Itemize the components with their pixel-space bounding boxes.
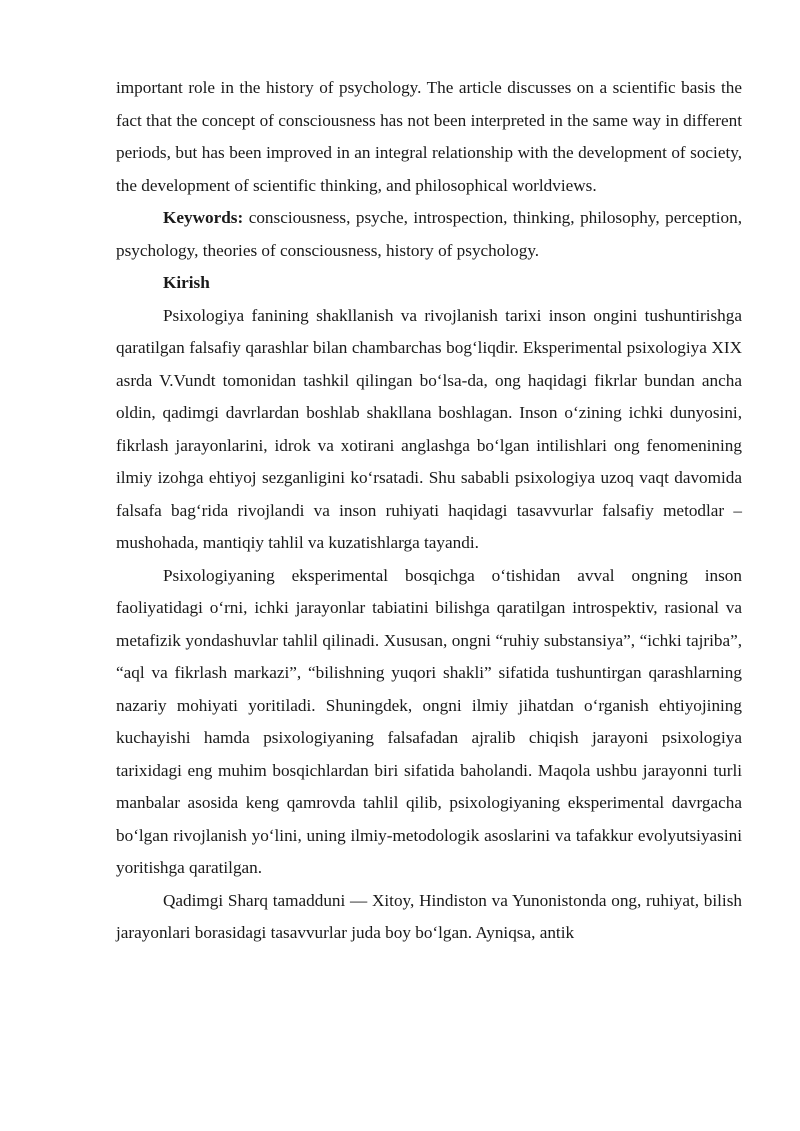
abstract-continuation: important role in the history of psychology. The article discusses on a scientific basis the fact that the concept of consciousness has not been interpreted in the same way in different periods, but has been improved in an integral relationship with the development of society, the development of scientific thinking, and philosophical worldviews. xyxy=(116,78,742,195)
body-paragraph-1: Psixologiya fanining shakllanish va rivojlanish tarixi inson ongini tushuntirishga qaratilgan falsafiy qarashlar bilan chambarchas bog‘liqdir. Eksperimental psixologiya XIX asrda V.Vundt tomonidan tashkil qilingan bo‘lsa-da, ong haqidagi fikrlar bundan ancha oldin, qadimgi davrlardan boshlab shakllana boshlagan. Inson o‘zining ichki dunyosini, fikrlash jarayonlarini, idrok va xotirani anglashga bo‘lgan intilishlari ong fenomenining ilmiy izohga ehtiyoj sezganligini ko‘rsatadi. Shu sababli psixologiya uzoq vaqt davomida falsafa bag‘rida rivojlandi va inson ruhiyati haqidagi tasavvurlar falsafiy metodlar – mushohada, mantiqiy tahlil va kuzatishlarga tayandi. xyxy=(116,305,742,552)
keywords-text: consciousness, psyche, introspection, thinking, philosophy, perception, psychology, theories of consciousness, history of psychology. xyxy=(116,208,742,260)
keywords-label: Keywords: xyxy=(163,208,244,227)
body-paragraph-2: Psixologiyaning eksperimental bosqichga o‘tishidan avval ongning inson faoliyatidagi o‘rni, ichki jarayonlar tabiatini bilishga qaratilgan introspektiv, rasional va metafizik yondashuvlar tahlil qilinadi. Xususan, ongni “ruhiy substansiya”, “ichki tajriba”, “aql va fikrlash markazi”, “bilishning yuqori shakli” sifatida tushuntirgan qarashlarning nazariy mohiyati yoritiladi. Shuningdek, ongni ilmiy jihatdan o‘rganish ehtiyojining kuchayishi hamda psixologiyaning falsafadan ajralib chiqish jarayoni psixologiya tarixidagi eng muhim bosqichlardan biri sifatida baholandi. Maqola ushbu jarayonni turli manbalar asosida keng qamrovda tahlil qilib, psixologiyaning eksperimental davrgacha bo‘lgan rivojlanish yo‘lini, uning ilmiy-metodologik asoslarini va tafakkur evolyutsiyasini yoritishga qaratilgan. xyxy=(116,565,742,877)
body-paragraph-3: Qadimgi Sharq tamadduni — Xitoy, Hindiston va Yunonistonda ong, ruhiyat, bilish jarayonlari borasidagi tasavvurlar juda boy bo‘lgan. Ayniqsa, antik xyxy=(116,890,742,942)
keywords-paragraph xyxy=(116,202,742,267)
document-page xyxy=(116,72,742,950)
section-heading: Kirish xyxy=(163,273,210,292)
